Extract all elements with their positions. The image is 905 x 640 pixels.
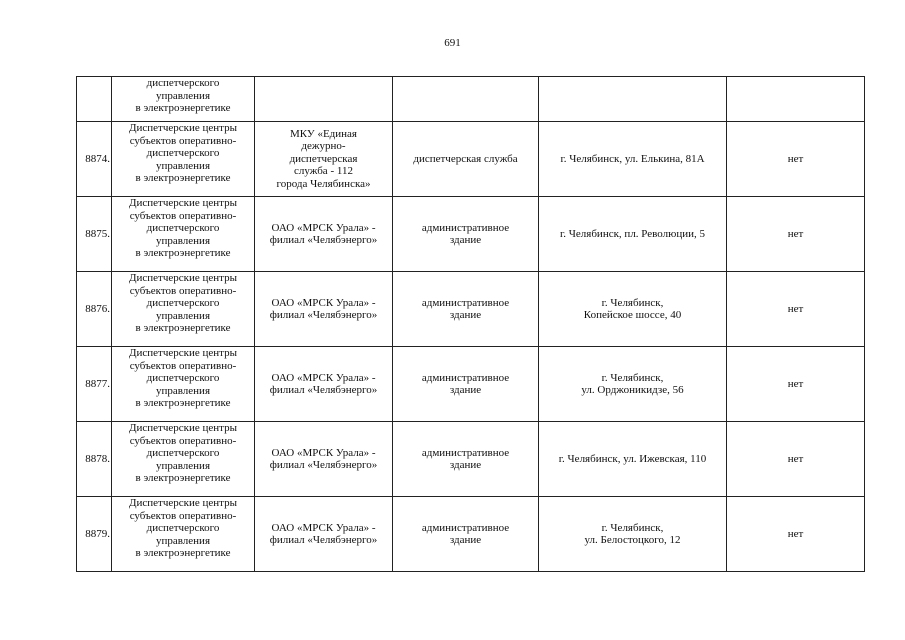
object-owner: ОАО «МРСК Урала» - филиал «Челябэнерго» xyxy=(255,422,393,497)
row-number: 8874. xyxy=(77,122,112,197)
object-status: нет xyxy=(727,197,865,272)
object-purpose: административное здание xyxy=(393,272,539,347)
object-category: Диспетчерские центры субъектов оперативно- диспетчерского управления в электроэнергетике xyxy=(112,272,255,347)
object-owner xyxy=(255,77,393,122)
table-row xyxy=(77,122,865,197)
object-status: нет xyxy=(727,122,865,197)
object-address: г. Челябинск, пл. Революции, 5 xyxy=(539,197,727,272)
object-status: нет xyxy=(727,497,865,572)
page-number: 691 xyxy=(444,37,461,49)
object-status: нет xyxy=(727,422,865,497)
table-body xyxy=(77,77,865,572)
table-row xyxy=(77,497,865,572)
object-purpose xyxy=(393,77,539,122)
table-row xyxy=(77,77,865,122)
table-row xyxy=(77,197,865,272)
object-category: Диспетчерские центры субъектов оперативно- диспетчерского управления в электроэнергетике xyxy=(112,422,255,497)
registry-table xyxy=(76,76,865,572)
object-purpose: административное здание xyxy=(393,197,539,272)
object-category: Диспетчерские центры субъектов оперативно- диспетчерского управления в электроэнергетике xyxy=(112,122,255,197)
object-owner: МКУ «Единая дежурно- диспетчерская служба - 112 города Челябинска» xyxy=(255,122,393,197)
object-purpose: административное здание xyxy=(393,422,539,497)
object-category: диспетчерского управления в электроэнергетике xyxy=(112,77,255,122)
table-row xyxy=(77,422,865,497)
object-category: Диспетчерские центры субъектов оперативно- диспетчерского управления в электроэнергетике xyxy=(112,197,255,272)
object-address: г. Челябинск, ул. Елькина, 81А xyxy=(539,122,727,197)
object-owner: ОАО «МРСК Урала» - филиал «Челябэнерго» xyxy=(255,197,393,272)
object-status: нет xyxy=(727,347,865,422)
row-number: 8877. xyxy=(77,347,112,422)
object-status xyxy=(727,77,865,122)
row-number: 8879. xyxy=(77,497,112,572)
object-address: г. Челябинск, ул. Орджоникидзе, 56 xyxy=(539,347,727,422)
row-number: 8878. xyxy=(77,422,112,497)
object-owner: ОАО «МРСК Урала» - филиал «Челябэнерго» xyxy=(255,272,393,347)
object-category: Диспетчерские центры субъектов оперативно- диспетчерского управления в электроэнергетике xyxy=(112,347,255,422)
object-status: нет xyxy=(727,272,865,347)
row-number: 8875. xyxy=(77,197,112,272)
object-category: Диспетчерские центры субъектов оперативно- диспетчерского управления в электроэнергетике xyxy=(112,497,255,572)
object-owner: ОАО «МРСК Урала» - филиал «Челябэнерго» xyxy=(255,347,393,422)
object-address xyxy=(539,77,727,122)
row-number: 8876. xyxy=(77,272,112,347)
object-address: г. Челябинск, ул. Ижевская, 110 xyxy=(539,422,727,497)
row-number xyxy=(77,77,112,122)
table-row xyxy=(77,272,865,347)
table-row xyxy=(77,347,865,422)
object-purpose: административное здание xyxy=(393,347,539,422)
object-purpose: диспетчерская служба xyxy=(393,122,539,197)
object-owner: ОАО «МРСК Урала» - филиал «Челябэнерго» xyxy=(255,497,393,572)
object-address: г. Челябинск, Копейское шоссе, 40 xyxy=(539,272,727,347)
object-purpose: административное здание xyxy=(393,497,539,572)
object-address: г. Челябинск, ул. Белостоцкого, 12 xyxy=(539,497,727,572)
